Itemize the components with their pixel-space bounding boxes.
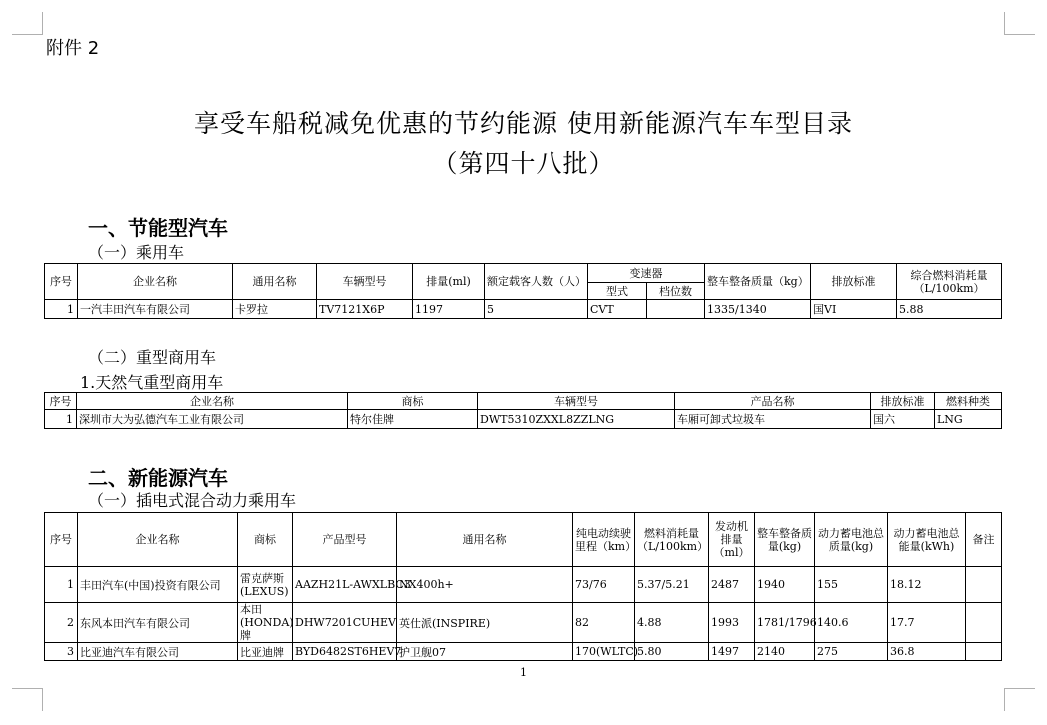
- cell-emission: 国六: [871, 410, 935, 429]
- cell-no: 2: [45, 603, 78, 643]
- cell-product: 车厢可卸式垃圾车: [675, 410, 871, 429]
- col-fuel-type: 燃料种类: [935, 393, 1002, 410]
- col-no: 序号: [45, 264, 78, 300]
- cell-model: DWT5310ZXXL8ZZLNG: [478, 410, 675, 429]
- cell-battery-weight: 155: [815, 567, 888, 603]
- col-brand: 商标: [348, 393, 478, 410]
- cell-no: 3: [45, 643, 78, 661]
- cell-company: 深圳市大为弘德汽车工业有限公司: [77, 410, 348, 429]
- col-company: 企业名称: [77, 393, 348, 410]
- cell-battery-energy: 36.8: [888, 643, 966, 661]
- cell-seats: 5: [485, 300, 588, 319]
- cell-fuel: 5.80: [635, 643, 709, 661]
- cell-product-model: DHW7201CUHEV: [293, 603, 397, 643]
- cell-fuel: 5.88: [897, 300, 1002, 319]
- cell-battery-energy: 18.12: [888, 567, 966, 603]
- heavy-subheading: 1.天然气重型商用车: [80, 373, 224, 392]
- cell-engine: 1497: [709, 643, 755, 661]
- cell-ev-range: 82: [573, 603, 635, 643]
- cell-brand: 本田(HONDA)牌: [238, 603, 293, 643]
- col-transmission: 变速器: [588, 264, 705, 283]
- table-row: [45, 603, 1002, 643]
- col-gears: 档位数: [647, 283, 705, 300]
- col-company: 企业名称: [78, 264, 233, 300]
- cell-product-model: AAZH21L-AWXLBC3: [293, 567, 397, 603]
- cell-remark: [966, 567, 1002, 603]
- col-fuel: 燃料消耗量（L/100km）: [635, 513, 709, 567]
- cell-brand: 比亚迪牌: [238, 643, 293, 661]
- col-seats: 额定载客人数（人）: [485, 264, 588, 300]
- crop-mark-bottom-left: [12, 688, 43, 711]
- cell-engine: 1993: [709, 603, 755, 643]
- attachment-label: 附件 2: [46, 38, 100, 59]
- table-row: [45, 300, 1002, 319]
- cell-company: 丰田汽车(中国)投资有限公司: [78, 567, 238, 603]
- col-no: 序号: [45, 393, 77, 410]
- cell-brand: 特尔佳牌: [348, 410, 478, 429]
- col-ev-range: 纯电动续驶里程（km）: [573, 513, 635, 567]
- col-curb-weight: 整车整备质量（kg）: [705, 264, 811, 300]
- col-engine: 发动机排量（ml）: [709, 513, 755, 567]
- cell-remark: [966, 603, 1002, 643]
- col-displacement: 排量(ml): [413, 264, 485, 300]
- col-model: 车辆型号: [317, 264, 413, 300]
- col-common-name: 通用名称: [397, 513, 573, 567]
- col-common-name: 通用名称: [233, 264, 317, 300]
- col-company: 企业名称: [78, 513, 238, 567]
- section2-heading: 二、新能源汽车: [88, 466, 228, 490]
- cell-battery-energy: 17.7: [888, 603, 966, 643]
- table-row: [45, 567, 1002, 603]
- col-brand: 商标: [238, 513, 293, 567]
- cell-fuel-type: LNG: [935, 410, 1002, 429]
- col-trans-type: 型式: [588, 283, 647, 300]
- cell-engine: 2487: [709, 567, 755, 603]
- cell-common-name: 护卫舰07: [397, 643, 573, 661]
- heavy-vehicle-table: [44, 392, 1002, 429]
- col-emission: 排放标准: [811, 264, 897, 300]
- col-fuel: 综合燃料消耗量（L/100km）: [897, 264, 1002, 300]
- heavy-heading: （二）重型商用车: [88, 348, 217, 367]
- cell-fuel: 5.37/5.21: [635, 567, 709, 603]
- col-battery-weight: 动力蓄电池总质量(kg): [815, 513, 888, 567]
- col-no: 序号: [45, 513, 78, 567]
- col-product-model: 产品型号: [293, 513, 397, 567]
- cell-trans-type: CVT: [588, 300, 647, 319]
- cell-model: TV7121X6P: [317, 300, 413, 319]
- col-curb-weight: 整车整备质量(kg): [755, 513, 815, 567]
- cell-curb-weight: 1940: [755, 567, 815, 603]
- phev-table: [44, 512, 1002, 661]
- cell-battery-weight: 275: [815, 643, 888, 661]
- section1-heading: 一、节能型汽车: [88, 216, 228, 240]
- passenger-heading: （一）乘用车: [88, 243, 185, 262]
- page-number: 1: [520, 666, 527, 679]
- cell-common-name: 英仕派(INSPIRE): [397, 603, 573, 643]
- crop-mark-bottom-right: [1004, 688, 1035, 711]
- col-product: 产品名称: [675, 393, 871, 410]
- table-header-row: [45, 513, 1002, 567]
- table-header-row: [45, 393, 1002, 410]
- cell-ev-range: 170(WLTC): [573, 643, 635, 661]
- cell-no: 1: [45, 410, 77, 429]
- cell-product-model: BYD6482ST6HEV7: [293, 643, 397, 661]
- cell-no: 1: [45, 300, 78, 319]
- table-row: [45, 643, 1002, 661]
- cell-no: 1: [45, 567, 78, 603]
- col-emission: 排放标准: [871, 393, 935, 410]
- table-row: [45, 410, 1002, 429]
- cell-gears: [647, 300, 705, 319]
- document-title: 享受车船税减免优惠的节约能源 使用新能源汽车车型目录: [194, 109, 853, 138]
- cell-brand: 雷克萨斯(LEXUS): [238, 567, 293, 603]
- cell-remark: [966, 643, 1002, 661]
- cell-company: 东风本田汽车有限公司: [78, 603, 238, 643]
- cell-ev-range: 73/76: [573, 567, 635, 603]
- cell-emission: 国VI: [811, 300, 897, 319]
- cell-common-name: NX400h+: [397, 567, 573, 603]
- cell-fuel: 4.88: [635, 603, 709, 643]
- cell-company: 比亚迪汽车有限公司: [78, 643, 238, 661]
- passenger-car-table: [44, 263, 1002, 319]
- document-batch: （第四十八批）: [432, 149, 615, 178]
- cell-curb-weight: 2140: [755, 643, 815, 661]
- crop-mark-top-right: [1004, 12, 1035, 35]
- cell-displacement: 1197: [413, 300, 485, 319]
- cell-battery-weight: 140.6: [815, 603, 888, 643]
- cell-curb-weight: 1781/1796: [755, 603, 815, 643]
- phev-heading: （一）插电式混合动力乘用车: [88, 491, 297, 510]
- col-model: 车辆型号: [478, 393, 675, 410]
- cell-curb-weight: 1335/1340: [705, 300, 811, 319]
- col-battery-energy: 动力蓄电池总能量(kWh): [888, 513, 966, 567]
- cell-company: 一汽丰田汽车有限公司: [78, 300, 233, 319]
- col-remark: 备注: [966, 513, 1002, 567]
- table-header-row: [45, 264, 1002, 283]
- cell-common-name: 卡罗拉: [233, 300, 317, 319]
- crop-mark-top-left: [12, 12, 43, 35]
